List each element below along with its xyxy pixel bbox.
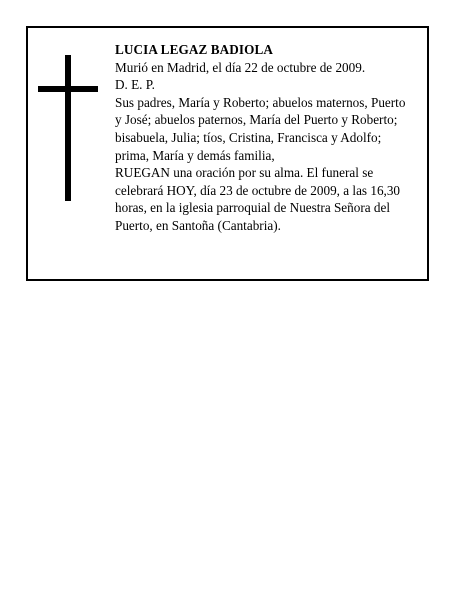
- funeral-line-2: horas, en la iglesia parroquial de Nuestra Señora del: [115, 200, 391, 216]
- cross-icon: [38, 55, 98, 201]
- cross-horizontal-bar: [38, 86, 98, 92]
- family-line-1: Sus padres, María y Roberto; abuelos maternos, Puerto: [115, 94, 406, 110]
- death-statement: Murió en Madrid, el día 22 de octubre de 2009.: [115, 59, 366, 75]
- family-line-2: y José; abuelos paternos, María del Puerto y Roberto;: [115, 112, 398, 128]
- family-line-4: prima, María y demás familia,: [115, 147, 275, 163]
- funeral-line-3: Puerto, en Santoña (Cantabria).: [115, 217, 281, 233]
- obituary-notice: [26, 26, 429, 281]
- dep-line: D. E. P.: [115, 77, 155, 93]
- cross-vertical-bar: [65, 55, 71, 201]
- obituary-text: [115, 41, 415, 235]
- funeral-line-1: celebrará HOY, día 23 de octubre de 2009, a las 16,30: [115, 182, 401, 198]
- deceased-name: LUCIA LEGAZ BADIOLA: [115, 42, 273, 57]
- family-line-3: bisabuela, Julia; tíos, Cristina, Francisca y Adolfo;: [115, 129, 382, 145]
- prayer-line-1: RUEGAN una oración por su alma. El funeral se: [115, 165, 374, 181]
